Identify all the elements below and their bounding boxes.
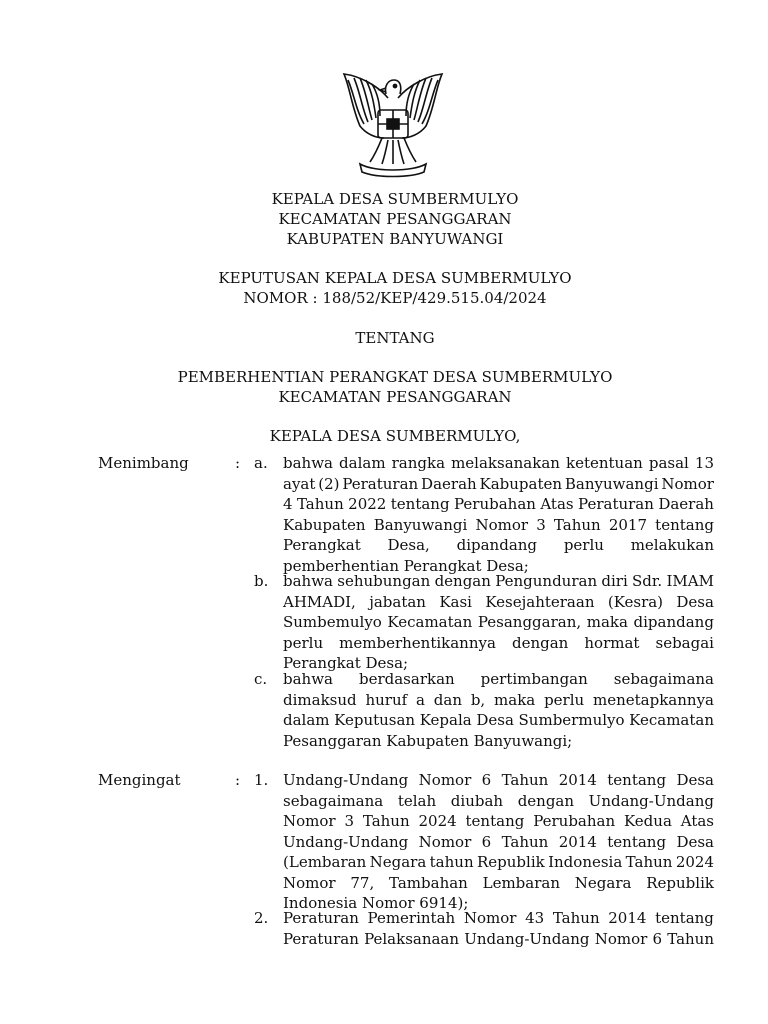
text-line: (Lembaran Negara tahun Republik Indonesia Tahun 2024 <box>283 853 714 871</box>
text-line: Peraturan Pemerintah Nomor 43 Tahun 2014 tentang <box>283 909 714 927</box>
menimbang-label: Menimbang <box>98 454 189 472</box>
text-line: perlu memberhentikannya dengan hormat sebagai <box>283 633 714 652</box>
text-line: Pesanggaran Kabupaten Banyuwangi; <box>283 731 573 750</box>
text-line: 4 Tahun 2022 tentang Perubahan Atas Peraturan Daerah <box>283 495 714 513</box>
text-line: Undang-Undang Nomor 6 Tahun 2014 tentang Desa <box>283 832 714 851</box>
mengingat-label: Mengingat <box>98 771 181 789</box>
item-marker: a. <box>254 454 268 472</box>
text-line: ayat (2) Peraturan Daerah Kabupaten Banyuwangi Nomor <box>283 474 714 493</box>
item-marker: 2. <box>254 909 269 927</box>
issuer-title: KEPALA DESA SUMBERMULYO, <box>269 427 521 445</box>
text-line: Nomor 77, Tambahan Lembaran Negara Republik <box>283 873 714 892</box>
text-line: Indonesia Nomor 6914); <box>283 894 469 912</box>
mengingat-colon: : <box>235 771 241 789</box>
text-line: bahwa sehubungan dengan Pengunduran diri Sdr. IMAM <box>283 572 714 590</box>
subject-line-1: PEMBERHENTIAN PERANGKAT DESA SUMBERMULYO <box>177 368 613 386</box>
header-line-2: KECAMATAN PESANGGARAN <box>278 210 512 228</box>
text-line: Sumbemulyo Kecamatan Pesanggaran, maka dipandang <box>283 613 714 631</box>
text-line: bahwa berdasarkan pertimbangan sebagaimana <box>283 670 714 688</box>
decree-title: KEPUTUSAN KEPALA DESA SUMBERMULYO <box>218 269 572 287</box>
item-text <box>283 908 714 949</box>
item-marker: 1. <box>254 771 269 789</box>
text-line: Undang-Undang Nomor 6 Tahun 2014 tentang Desa <box>283 771 714 789</box>
text-line: AHMADI, jabatan Kasi Kesejahteraan (Kesra) Desa <box>283 592 714 611</box>
text-line: bahwa dalam rangka melaksanakan ketentuan pasal 13 <box>283 454 714 472</box>
about-label: TENTANG <box>355 329 435 347</box>
item-text <box>283 669 714 751</box>
item-marker: c. <box>254 670 268 688</box>
text-line: Perangkat Desa, dipandang perlu melakukan <box>283 536 714 554</box>
garuda-emblem-icon <box>338 68 448 180</box>
text-line: pemberhentian Perangkat Desa; <box>283 556 529 575</box>
item-marker: b. <box>254 572 269 590</box>
text-line: Kabupaten Banyuwangi Nomor 3 Tahun 2017 tentang <box>283 515 714 534</box>
text-line: sebagaimana telah diubah dengan Undang-Undang <box>283 791 714 810</box>
text-line: Peraturan Pelaksanaan Undang-Undang Nomor 6 Tahun <box>283 929 714 948</box>
item-text <box>283 571 714 674</box>
text-line: Nomor 3 Tahun 2024 tentang Perubahan Kedua Atas <box>283 812 714 830</box>
decree-number: NOMOR : 188/52/KEP/429.515.04/2024 <box>243 289 547 307</box>
header-line-1: KEPALA DESA SUMBERMULYO <box>271 190 519 208</box>
header-line-3: KABUPATEN BANYUWANGI <box>286 230 504 248</box>
text-line: Perangkat Desa; <box>283 654 409 672</box>
item-text <box>283 770 714 914</box>
menimbang-colon: : <box>235 454 241 472</box>
text-line: dimaksud huruf a dan b, maka perlu menetapkannya <box>283 690 714 709</box>
text-line: dalam Keputusan Kepala Desa Sumbermulyo Kecamatan <box>283 711 714 729</box>
item-text <box>283 453 714 576</box>
subject-line-2: KECAMATAN PESANGGARAN <box>278 388 512 406</box>
